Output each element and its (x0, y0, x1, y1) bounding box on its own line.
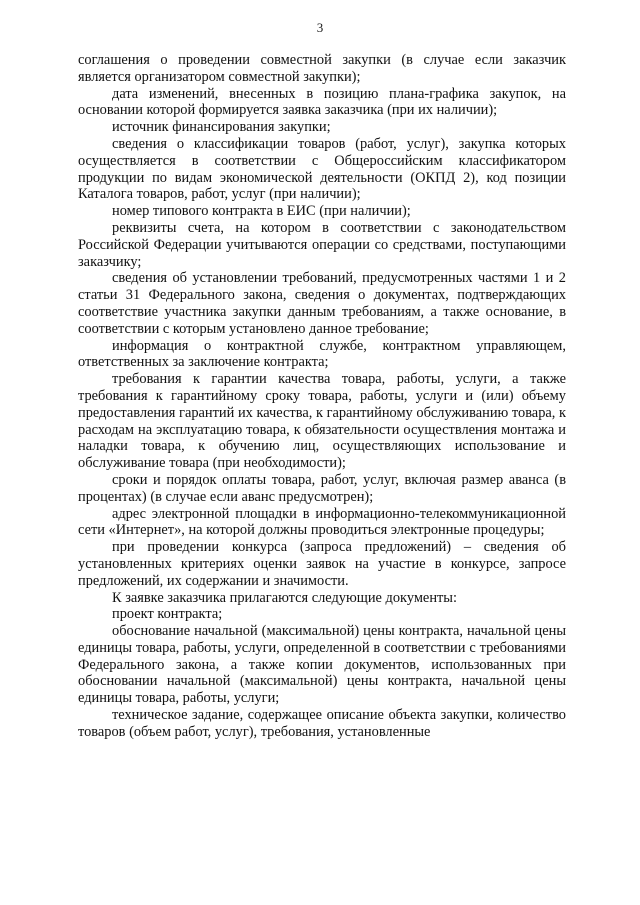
paragraph: номер типового контракта в ЕИС (при наличии); (112, 203, 411, 220)
paragraph: информация о контрактной службе, контрактном управляющем, ответственных за заключение контракта; (78, 337, 566, 371)
paragraph: К заявке заказчика прилагаются следующие документы: (112, 589, 457, 606)
paragraph: источник финансирования закупки; (112, 119, 331, 136)
document-body (78, 52, 566, 741)
paragraph: проект контракта; (112, 606, 223, 623)
paragraph: дата изменений, внесенных в позицию плана-графика закупок, на основании которой формируется заявка заказчика (при их наличии); (78, 85, 566, 119)
paragraph: техническое задание, содержащее описание объекта закупки, количество товаров (объем работ, услуг), требования, установленные (78, 707, 566, 740)
paragraph: обоснование начальной (максимальной) цены контракта, начальной цены единицы товара, работы, услуги, определенной в соответствии с требованиями Федерального закона, а также копии документов, использованных при обосновании начальной (максимальной) цены контракта, начальной цены единицы товара, работы, услуги; (78, 623, 566, 707)
paragraph: адрес электронной площадки в информационно-телекоммуникационной сети «Интернет», на которой должны проводиться электронные процедуры; (78, 505, 566, 539)
paragraph: сроки и порядок оплаты товара, работ, услуг, включая размер аванса (в процентах) (в случае если аванс предусмотрен); (78, 471, 566, 505)
paragraph: реквизиты счета, на котором в соответствии с законодательством Российской Федерации учитываются операции со средствами, поступающими заказчику; (78, 219, 566, 270)
paragraph: требования к гарантии качества товара, работы, услуги, а также требования к гарантийному сроку товара, работы, услуги и (или) объему предоставления гарантий их качества, к гарантийному обслуживанию товара, к расходам на эксплуатацию товара, к обязательности осуществления монтажа и наладки товара, к обучению лиц, осуществляющих использование и обслуживание товара (при необходимости); (78, 371, 566, 472)
paragraph: сведения об установлении требований, предусмотренных частями 1 и 2 статьи 31 Федерального закона, сведения о документах, подтверждающих соответствие участника закупки данным требованиям, а также основание, в соответствии с которым установлено данное требование; (78, 270, 566, 337)
paragraph-continued: соглашения о проведении совместной закупки (в случае если заказчик является организатором совместной закупки); (78, 52, 566, 85)
paragraph: при проведении конкурса (запроса предложений) – сведения об установленных критериях оценки заявок на участие в конкурсе, запросе предложений, их содержании и значимости. (78, 539, 566, 589)
paragraph: сведения о классификации товаров (работ, услуг), закупка которых осуществляется в соответствии с Общероссийским классификатором продукции по видам экономической деятельности (ОКПД 2), код позиции Каталога товаров, работ, услуг (при наличии); (78, 135, 566, 203)
page-number: 3 (316, 20, 324, 35)
